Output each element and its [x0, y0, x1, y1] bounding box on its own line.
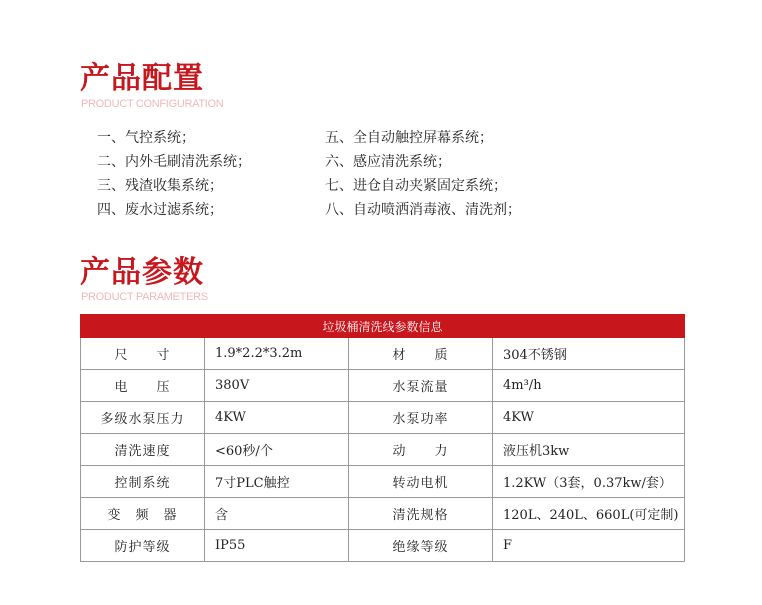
param-value: 含 — [205, 498, 349, 530]
config-item: 六、感应清洗系统； — [325, 154, 451, 170]
param-label: 水泵功率 — [349, 402, 493, 434]
config-item: 七、进仓自动夹紧固定系统； — [325, 178, 507, 194]
param-label: 尺 寸 — [81, 338, 205, 370]
table-row — [81, 530, 685, 562]
config-item: 三、残渣收集系统； — [97, 178, 223, 194]
table-row — [81, 498, 685, 530]
param-label: 转动电机 — [349, 466, 493, 498]
config-list — [97, 128, 557, 220]
param-label: 水泵流量 — [349, 370, 493, 402]
table-row — [81, 466, 685, 498]
param-label: 清洗速度 — [81, 434, 205, 466]
param-value: 1.9*2.2*3.2m — [205, 338, 349, 370]
param-value: IP55 — [205, 530, 349, 562]
param-label: 多级水泵压力 — [81, 402, 205, 434]
param-label: 防护等级 — [81, 530, 205, 562]
config-subtitle: PRODUCT CONFIGURATION — [81, 98, 224, 110]
param-value: 1.2KW（3套，0.37kw/套） — [493, 466, 685, 498]
param-value: 4KW — [493, 402, 685, 434]
table-caption: 垃圾桶清洗线参数信息 — [81, 315, 685, 338]
param-value: 380V — [205, 370, 349, 402]
param-value: 4m³/h — [493, 370, 685, 402]
param-value: F — [493, 530, 685, 562]
config-item: 八、自动喷洒消毒液、清洗剂； — [325, 202, 521, 218]
config-item: 一、气控系统； — [97, 130, 195, 146]
param-label: 清洗规格 — [349, 498, 493, 530]
param-label: 绝缘等级 — [349, 530, 493, 562]
param-label: 动 力 — [349, 434, 493, 466]
param-value: 7寸PLC触控 — [205, 466, 349, 498]
params-subtitle: PRODUCT PARAMETERS — [81, 291, 208, 303]
table-row — [81, 338, 685, 370]
config-item: 五、全自动触控屏幕系统； — [325, 130, 493, 146]
config-item: 二、内外毛刷清洗系统； — [97, 154, 251, 170]
table-row — [81, 370, 685, 402]
param-value: 304不锈钢 — [493, 338, 685, 370]
params-title: 产品参数 — [80, 255, 204, 290]
param-label: 控制系统 — [81, 466, 205, 498]
table-row — [81, 402, 685, 434]
param-value: 液压机3kw — [493, 434, 685, 466]
param-value: <60秒/个 — [205, 434, 349, 466]
param-value: 4KW — [205, 402, 349, 434]
params-table — [80, 314, 685, 562]
param-value: 120L、240L、660L(可定制) — [493, 498, 685, 530]
table-row — [81, 434, 685, 466]
param-label: 材 质 — [349, 338, 493, 370]
config-item: 四、废水过滤系统； — [97, 202, 223, 218]
param-label: 电 压 — [81, 370, 205, 402]
table-caption-row — [81, 315, 685, 338]
param-label: 变 频 器 — [81, 498, 205, 530]
config-title: 产品配置 — [80, 61, 204, 96]
